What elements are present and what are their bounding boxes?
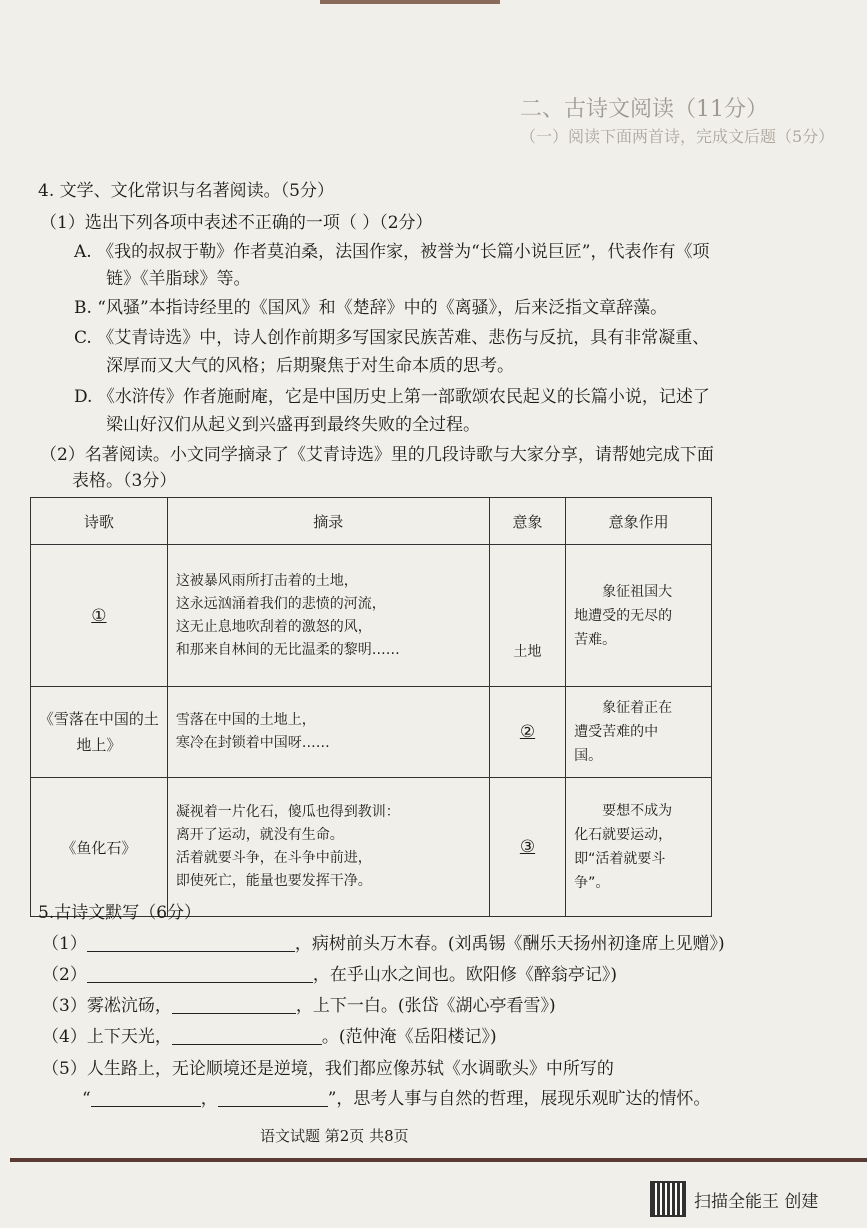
excerpt-line: 凝视着一片化石，傻瓜也得到教训： [175,804,400,820]
table-row [31,778,712,917]
option-d-line2: 梁山好汉们从起义到兴盛再到最终失败的全过程。 [106,415,480,435]
header-effect: 意象作用 [566,498,712,545]
bleed-through-subheader: （一）阅读下面两首诗，完成文后题（5分） [520,127,835,146]
top-edge-mark [320,0,500,4]
excerpt-line: 寒冷在封锁着中国呀…… [175,735,330,751]
image-cell [489,778,565,917]
line-text: （4）上下天光， [42,1027,172,1047]
excerpt-line: 即使死亡，能量也要发挥干净。 [175,873,372,889]
table-row [31,545,712,687]
effect-line: 即“活着就要斗 [574,851,666,867]
option-c-line2: 深厚而又大气的风格；后期聚焦于对生命本质的思考。 [106,356,514,376]
excerpt-line: 这无止息地吹刮着的激怒的风， [175,618,372,635]
excerpt-line: 离开了运动，就没有生命。 [175,827,344,843]
line-number: （1） [42,934,87,954]
line-text: ，上下一白。(张岱《湖心亭看雪》) [295,996,556,1016]
recitation-line-2 [42,960,617,985]
image-cell [489,687,565,778]
excerpt-line: 这被暴风雨所打击着的土地， [175,572,358,589]
blank-marker-3[interactable]: ③ [519,837,536,857]
question-5-title: 5.古诗文默写（6分） [38,903,202,923]
image-text: 土地 [513,644,542,660]
quote-open: “ [82,1089,91,1109]
poem-cell [31,545,168,687]
answer-blank[interactable] [172,1028,322,1045]
answer-blank[interactable] [91,1090,201,1107]
excerpt-line: 这永远汹涌着我们的悲愤的河流， [175,595,386,612]
line-number: （2） [42,965,87,985]
recitation-line-3 [42,991,556,1016]
bleed-through-header: 二、古诗文阅读（11分） [520,97,768,122]
excerpt-cell [167,687,489,778]
effect-line: 象征着正在 [602,700,673,716]
effect-line: 苦难。 [574,631,617,648]
question-4-title: 4. 文学、文化常识与名著阅读。（5分） [38,181,334,201]
effect-cell [566,778,712,917]
scanner-label: 扫描全能王 创建 [694,1191,819,1212]
option-d-line1: D. 《水浒传》作者施耐庵，它是中国历史上第一部歌颂农民起义的长篇小说，记述了 [74,387,710,407]
blank-marker-1[interactable]: ① [91,605,107,626]
answer-blank[interactable] [87,966,313,983]
excerpt-line: 和那来自林间的无比温柔的黎明…… [175,641,400,658]
qr-code-icon [650,1181,686,1217]
effect-line: 象征祖国大 [602,583,673,600]
question-4-sub2-line1: （2）名著阅读。小文同学摘录了《艾青诗选》里的几段诗歌与大家分享，请帮她完成下面 [40,445,714,465]
option-a-line1: A. 《我的叔叔于勒》作者莫泊桑，法国作家，被誉为“长篇小说巨匠”，代表作有《项 [74,242,710,262]
effect-line: 要想不成为 [602,803,673,819]
scanner-watermark [650,1181,818,1217]
answer-blank[interactable] [87,935,295,952]
header-poem: 诗歌 [31,498,168,545]
effect-line: 遭受苦难的中 [574,724,659,740]
page-footer: 语文试题 第2页 共8页 [260,1127,409,1145]
answer-blank[interactable] [218,1090,328,1107]
image-cell [489,545,565,687]
excerpt-line: 雪落在中国的土地上， [175,712,316,728]
option-c-line1: C. 《艾青诗选》中，诗人创作前期多写国家民族苦难、悲伤与反抗，具有非常凝重、 [74,328,710,348]
poem-table [30,497,712,917]
effect-cell [566,687,712,778]
recitation-line-4 [42,1022,497,1047]
effect-line: 争”。 [574,875,610,891]
question-4-sub1: （1）选出下列各项中表述不正确的一项（ ）（2分） [40,213,433,233]
question-4-sub2-line2: 表格。（3分） [72,471,177,491]
option-a-line2: 链》《羊脂球》等。 [106,269,251,289]
excerpt-cell [167,545,489,687]
line-text: ，病树前头万木春。(刘禹锡《酬乐天扬州初逢席上见赠》) [294,934,725,954]
line-text: ，在乎山水之间也。欧阳修《醉翁亭记》) [312,965,617,985]
header-image: 意象 [489,498,565,545]
line-text: （3）雾凇沆砀， [42,996,172,1016]
recitation-line-5-cont [82,1084,710,1109]
recitation-line-1 [42,929,725,954]
poem-cell: 《鱼化石》 [31,778,168,917]
effect-line: 国。 [574,748,603,764]
separator: ， [200,1089,218,1109]
recitation-line-5: （5）人生路上，无论顺境还是逆境，我们都应像苏轼《水调歌头》中所写的 [42,1059,614,1079]
line-text: ”，思考人事与自然的哲理，展现乐观旷达的情怀。 [327,1089,711,1109]
table-row [31,687,712,778]
excerpt-cell [167,778,489,917]
line-text: 。(范仲淹《岳阳楼记》) [321,1027,497,1047]
excerpt-line: 活着就要斗争，在斗争中前进， [175,850,372,866]
header-excerpt: 摘录 [167,498,489,545]
effect-cell [566,545,712,687]
table-header-row [31,498,712,545]
bottom-edge-mark [10,1158,867,1162]
effect-line: 化石就要运动， [574,827,673,843]
effect-line: 地遭受的无尽的 [574,607,673,624]
answer-blank[interactable] [172,997,296,1014]
blank-marker-2[interactable]: ② [519,722,536,742]
option-b: B. “风骚”本指诗经里的《国风》和《楚辞》中的《离骚》，后来泛指文章辞藻。 [74,298,668,318]
poem-cell: 《雪落在中国的土地上》 [31,687,168,778]
